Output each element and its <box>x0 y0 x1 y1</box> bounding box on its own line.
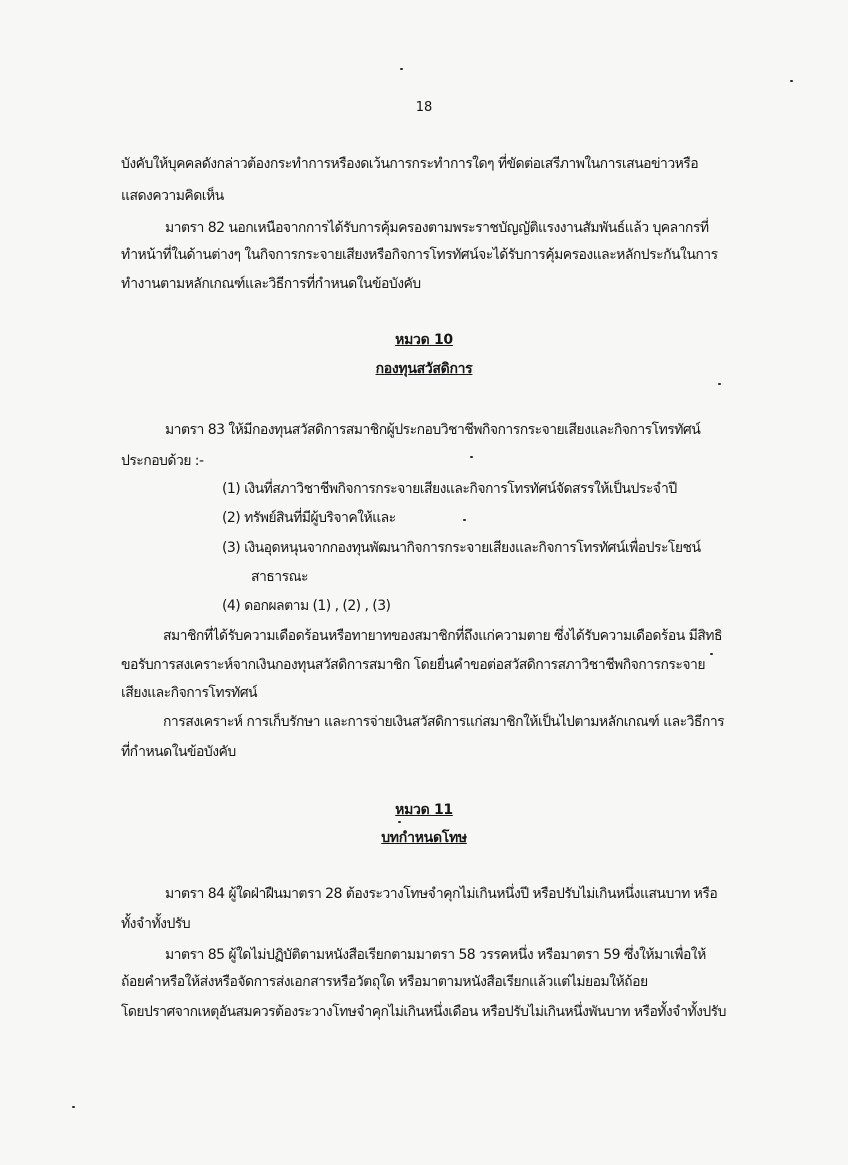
section-85-line-3: โดยปราศจากเหตุอันสมควรต้องระวางโทษจำคุกไม่เกินหนึ่งเดือน หรือปรับไม่เกินหนึ่งพันบาท หรือทั้งจำทั้งปรับ <box>121 1004 726 1020</box>
section-82-line-2: ทำหน้าที่ในด้านต่างๆ ในกิจการกระจายเสียงหรือกิจการโทรทัศน์จะได้รับการคุ้มครองและหลักประกันในการ <box>121 247 718 263</box>
scan-speck <box>470 456 473 458</box>
section-84-line-2: ทั้งจำทั้งปรับ <box>121 916 191 932</box>
chapter-11-number: หมวด 11 <box>395 802 453 818</box>
section-83-para3-line-1: การสงเคราะห์ การเก็บรักษา และการจ่ายเงินสวัสดิการแก่สมาชิกให้เป็นไปตามหลักเกณฑ์ และวิธีการ <box>163 714 725 730</box>
section-83-item-4: (4) ดอกผลตาม (1) , (2) , (3) <box>222 598 391 614</box>
section-83-para2-line-2: ขอรับการสงเคราะห์จากเงินกองทุนสวัสดิการสมาชิก โดยยื่นคำขอต่อสวัสดิการสภาวิชาชีพกิจการกระจาย <box>121 657 705 673</box>
scan-speck <box>790 80 793 82</box>
scan-speck <box>718 383 721 385</box>
section-83-item-3-cont: สาธารณะ <box>251 569 308 585</box>
paragraph-continuation-line-2: แสดงความคิดเห็น <box>121 188 224 204</box>
section-83-item-1: (1) เงินที่สภาวิชาชีพกิจการกระจายเสียงและกิจการโทรทัศน์จัดสรรให้เป็นประจำปี <box>222 481 677 497</box>
section-83-line-2: ประกอบด้วย :- <box>121 453 204 469</box>
chapter-10-title: กองทุนสวัสดิการ <box>375 361 473 377</box>
page-number: 18 <box>415 100 433 115</box>
section-82-line-3: ทำงานตามหลักเกณฑ์และวิธีการที่กำหนดในข้อบังคับ <box>121 276 421 292</box>
section-83-para3-line-2: ที่กำหนดในข้อบังคับ <box>121 744 236 760</box>
section-85-line-2: ถ้อยคำหรือให้ส่งหรือจัดการส่งเอกสารหรือวัตถุใด หรือมาตามหนังสือเรียกแล้วแต่ไม่ยอมให้ถ้อย <box>121 974 648 990</box>
paragraph-continuation-line-1: บังคับให้บุคคลดังกล่าวต้องกระทำการหรืองดเว้นการกระทำการใดๆ ที่ขัดต่อเสรีภาพในการเสนอข่าวหรือ <box>121 156 699 172</box>
chapter-10-number: หมวด 10 <box>395 332 453 348</box>
chapter-11-title: บทกำหนดโทษ <box>381 830 467 846</box>
scan-speck <box>72 1106 75 1108</box>
section-84-line-1: มาตรา 84 ผู้ใดฝ่าฝืนมาตรา 28 ต้องระวางโทษจำคุกไม่เกินหนึ่งปี หรือปรับไม่เกินหนึ่งแสนบาท หรือ <box>165 886 718 902</box>
scan-speck <box>398 821 401 823</box>
section-83-line-1: มาตรา 83 ให้มีกองทุนสวัสดิการสมาชิกผู้ประกอบวิชาชีพกิจการกระจายเสียงและกิจการโทรทัศน์ <box>165 422 701 438</box>
section-83-para2-line-3: เสียงและกิจการโทรทัศน์ <box>121 685 258 701</box>
section-83-item-3: (3) เงินอุดหนุนจากกองทุนพัฒนากิจการกระจายเสียงและกิจการโทรทัศน์เพื่อประโยชน์ <box>222 540 701 556</box>
section-83-para2-line-1: สมาชิกที่ได้รับความเดือดร้อนหรือทายาทของสมาชิกที่ถึงแก่ความตาย ซึ่งได้รับความเดือดร้อน มีสิทธิ <box>163 628 722 644</box>
scan-speck <box>710 653 713 655</box>
scan-speck <box>400 68 403 70</box>
section-85-line-1: มาตรา 85 ผู้ใดไม่ปฏิบัติตามหนังสือเรียกตามมาตรา 58 วรรคหนึ่ง หรือมาตรา 59 ซึ่งให้มาเพื่อให้ <box>165 947 706 963</box>
scan-speck <box>463 519 466 521</box>
section-83-item-2: (2) ทรัพย์สินที่มีผู้บริจาคให้และ <box>222 510 396 526</box>
section-82-line-1: มาตรา 82 นอกเหนือจากการได้รับการคุ้มครองตามพระราชบัญญัติแรงงานสัมพันธ์แล้ว บุคลากรที่ <box>165 220 709 236</box>
